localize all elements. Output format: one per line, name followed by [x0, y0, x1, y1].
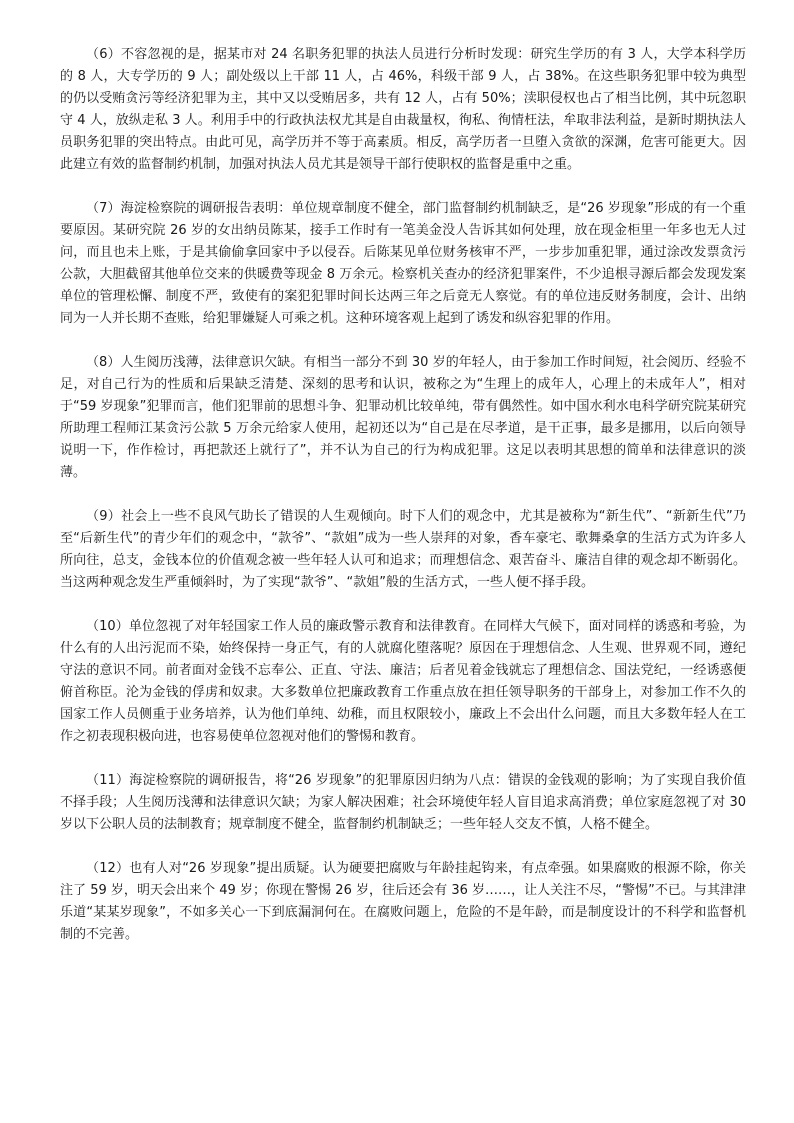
paragraph-6: （6）不容忽视的是，据某市对 24 名职务犯罪的执法人员进行分析时发现：研究生学历的有 3 人，大学本科学历的 8 人，大专学历的 9 人；副处级以上干部 11 人，占 46%，科级干部 9 人，占 38%。在这些职务犯罪中较为典型的仍以受贿贪污等经济犯罪为主，其中又以受贿居多，共有 12 人，占有 50%；渎职侵权也占了相当比例，其中玩忽职守 4 人，放纵走私 3 人。利用手中的行政执法权尤其是自由裁量权，徇私、徇情枉法，牟取非法利益，是新时期执法人员职务犯罪的突出特点。由此可见，高学历并不等于高素质。相反，高学历者一旦堕入贪欲的深渊，危害可能更大。因此建立有效的监督制约机制，加强对执法人员尤其是领导干部行使职权的监督是重中之重。	[60, 47, 746, 172]
paragraph-10: （10）单位忽视了对年轻国家工作人员的廉政警示教育和法律教育。在同样大气候下，面对同样的诱惑和考验，为什么有的人出污泥而不染，始终保持一身正气，有的人就腐化堕落呢？原因在于理想信念、人生观、世界观不同，遵纪守法的意识不同。前者面对金钱不忘奉公、正直、守法、廉洁；后者见着金钱就忘了理想信念、国法党纪，一经诱惑便俯首称臣。沦为金钱的俘虏和奴隶。大多数单位把廉政教育工作重点放在担任领导职务的干部身上，对参加工作不久的国家工作人员侧重于业务培养，认为他们单纯、幼稚，而且权限较小，廉政上不会出什么问题，而且大多数年轻人在工作之初表现积极向进，也容易使单位忽视对他们的警惕和教育。	[60, 619, 746, 744]
paragraph-9: （9）社会上一些不良风气助长了错误的人生观倾向。时下人们的观念中，尤其是被称为“新生代”、“新新生代”乃至“后新生代”的青少年们的观念中，“款爷”、“款姐”成为一些人崇拜的对象，香车豪宅、歌舞桑拿的生活方式为许多人所向往，总支，金钱本位的价值观念被一些年轻人认可和追求；而理想信念、艰苦奋斗、廉洁自律的观念却不断弱化。当这两种观念发生严重倾斜时，为了实现“款爷”、“款姐”般的生活方式，一些人便不择手段。	[60, 509, 746, 590]
paragraph-8: （8）人生阅历浅薄，法律意识欠缺。有相当一部分不到 30 岁的年轻人，由于参加工作时间短，社会阅历、经验不足，对自己行为的性质和后果缺乏清楚、深刻的思考和认识，被称之为“生理上的成年人，心理上的未成年人”，相对于“59 岁现象”犯罪而言，他们犯罪前的思想斗争、犯罪动机比较单纯，带有偶然性。如中国水利水电科学研究院某研究所助理工程师江某贪污公款 5 万余元给家人使用，起初还以为“自己是在尽孝道，是干正事，最多是挪用，以后向领导说明一下，作作检讨，再把款还上就行了”，并不认为自己的行为构成犯罪。这足以表明其思想的简单和法律意识的淡薄。	[60, 355, 746, 480]
paragraph-7: （7）海淀检察院的调研报告表明：单位规章制度不健全，部门监督制约机制缺乏，是“26 岁现象”形成的有一个重要原因。某研究院 26 岁的女出纳员陈某，接手工作时有一笔美金没人告诉其如何处理，放在现金柜里一年多也无人过问，而且也未上账，于是其偷偷拿回家中予以侵吞。后陈某见单位财务核审不严，一步步加重犯罪，通过涂改发票贪污公款，大胆截留其他单位交来的供暖费等现金 8 万余元。检察机关查办的经济犯罪案件，不少追根寻源后都会发现发案单位的管理松懈、制度不严，致使有的案犯犯罪时间长达两三年之后竟无人察觉。有的单位违反财务制度，会计、出纳同为一人并长期不查账，给犯罪嫌疑人可乘之机。这种环境客观上起到了诱发和纵容犯罪的作用。	[60, 201, 746, 326]
document-body	[60, 44, 746, 968]
paragraph-12: （12）也有人对“26 岁现象”提出质疑。认为硬要把腐败与年龄挂起钩来，有点牵强。如果腐败的根源不除，你关注了 59 岁，明天会出来个 49 岁；你现在警惕 26 岁，往后还会有 36 岁……，让人关注不尽，“警惕”不已。与其津津乐道“某某岁现象”，不如多关心一下到底漏洞何在。在腐败问题上，危险的不是年龄，而是制度设计的不科学和监督机制的不完善。	[60, 861, 746, 942]
paragraph-11: （11）海淀检察院的调研报告，将“26 岁现象”的犯罪原因归纳为八点：错误的金钱观的影响；为了实现自我价值不择手段；人生阅历浅薄和法律意识欠缺；为家人解决困难；社会环境使年轻人盲目追求高消费；单位家庭忽视了对 30 岁以下公职人员的法制教育；规章制度不健全，监督制约机制缺乏；一些年轻人交友不慎，人格不健全。	[60, 773, 746, 832]
